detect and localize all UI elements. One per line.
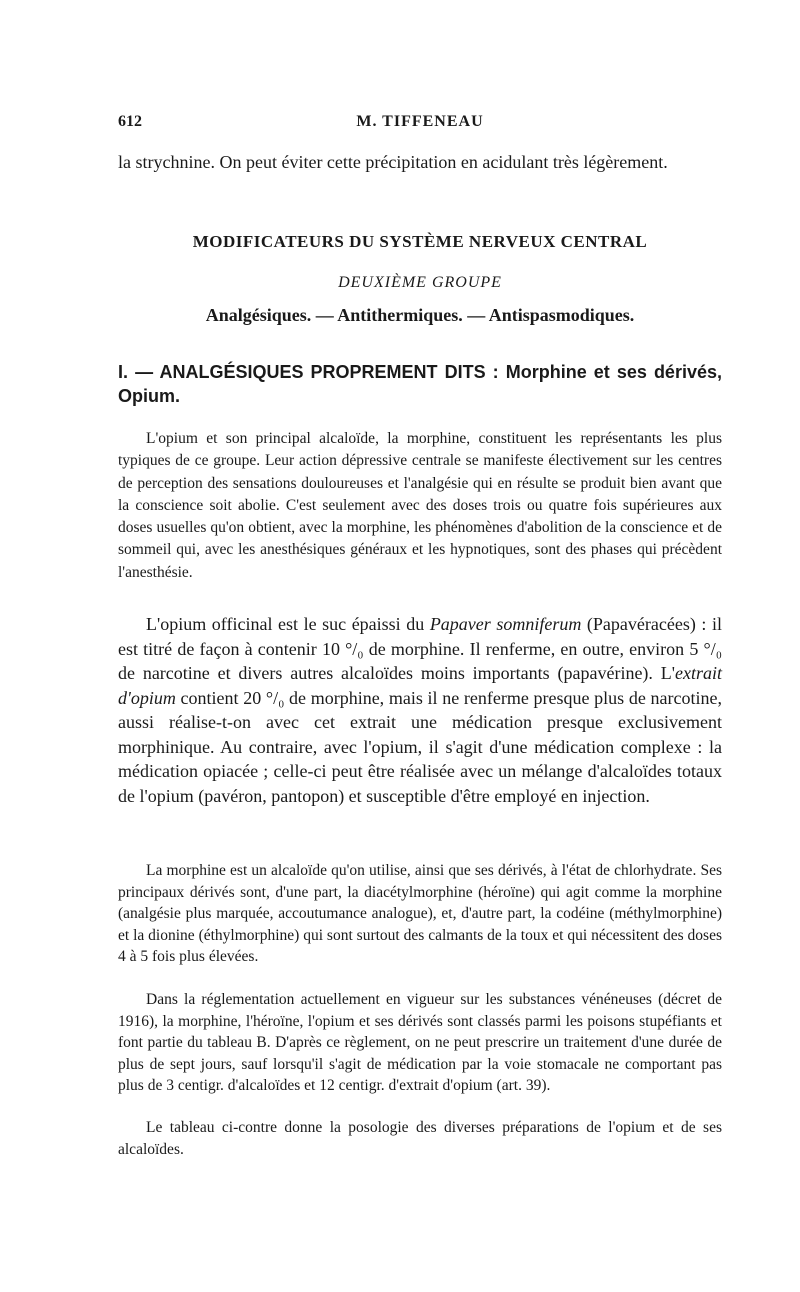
latin-plant-name: Papaver somniferum: [429, 614, 582, 634]
paragraph-continued: la strychnine. On peut éviter cette précipitation en acidulant très légèrement.: [118, 152, 668, 172]
group-subtitle: Analgésiques. — Antithermiques. — Antispasmodiques.: [205, 305, 635, 325]
text-segment: (Papavéracées) : il est titré de façon à contenir 10 °/₀ de morphine. Il renferme, en outre, environ 5 °/₀ de narcotine et divers autres alcaloïdes moins importants (papavérine). L': [118, 614, 722, 683]
paragraph-morphine: La morphine est un alcaloïde qu'on utilise, ainsi que ses dérivés, à l'état de chlorhydrate. Ses principaux dérivés sont, d'une part, la diacétylmorphine (héroïne) qui agit comme la morphine (analgésie plus marquée, accoutumance analogue), et, d'autre part, la codéine (méthylmorphine) et la dionine (éthylmorphine) qui sont surtout des calmants de la toux et qui nécessitent des doses 4 à 5 fois plus élevées.: [118, 862, 722, 965]
running-title: M. TIFFENEAU: [356, 113, 484, 130]
group-heading: DEUXIÈME GROUPE: [338, 274, 502, 291]
extract-name: extrait d'opium: [118, 663, 722, 708]
text-segment: contient 20 °/₀ de morphine, mais il ne renferme presque plus de narcotine, aussi réalise-t-on avec cet extrait une médication presque exclusivement morphinique. Au contraire, avec l'opium, il s'agit d'une médication complexe : la médication opiacée ; celle-ci peut être réalisée avec un mélange d'alcaloïdes totaux de l'opium (pavéron, pantopon) et susceptible d'être employé en injection.: [118, 687, 722, 806]
paragraph-opium-officinal: [118, 612, 722, 808]
paragraph-regulation: Dans la réglementation actuellement en vigueur sur les substances vénéneuses (décret de 1916), la morphine, l'héroïne, l'opium et ses dérivés sont classés parmi les poisons stupéfiants et font partie du tableau B. D'après ce règlement, on ne peut prescrire un traitement d'une durée de plus de sept jours, sauf lorsqu'il s'agit de médication par la voie stomacale ne comportant pas plus de 3 centigr. d'alcaloïdes et 12 centigr. d'extrait d'opium (art. 39).: [118, 991, 722, 1094]
page-header: [118, 113, 722, 137]
paragraph-opium-intro: L'opium et son principal alcaloïde, la morphine, constituent les représentants les plus typiques de ce groupe. Leur action dépressive centrale se manifeste électivement sur les centres de perception des sensations douloureuses et l'analgésie qui en résulte se produit bien avant que la conscience soit abolie. C'est seulement avec des doses trois ou quatre fois supérieures aux doses usuelles qu'on obtient, avec la morphine, les phénomènes d'abolition de la conscience et de sommeil qui, avec les anesthésiques généraux et les hypnotiques, sont des phases qui précèdent l'anesthésie.: [118, 430, 722, 581]
section-heading: MODIFICATEURS DU SYSTÈME NERVEUX CENTRAL: [192, 232, 648, 251]
text-segment: L'opium officinal est le suc épaissi du: [146, 614, 430, 634]
paragraph-table-reference: Le tableau ci-contre donne la posologie des diverses préparations de l'opium et de ses alcaloïdes.: [118, 1119, 722, 1158]
page-number: 612: [118, 113, 142, 130]
subsection-heading: I. — ANALGÉSIQUES PROPREMENT DITS : Morphine et ses dérivés, Opium.: [118, 362, 722, 406]
